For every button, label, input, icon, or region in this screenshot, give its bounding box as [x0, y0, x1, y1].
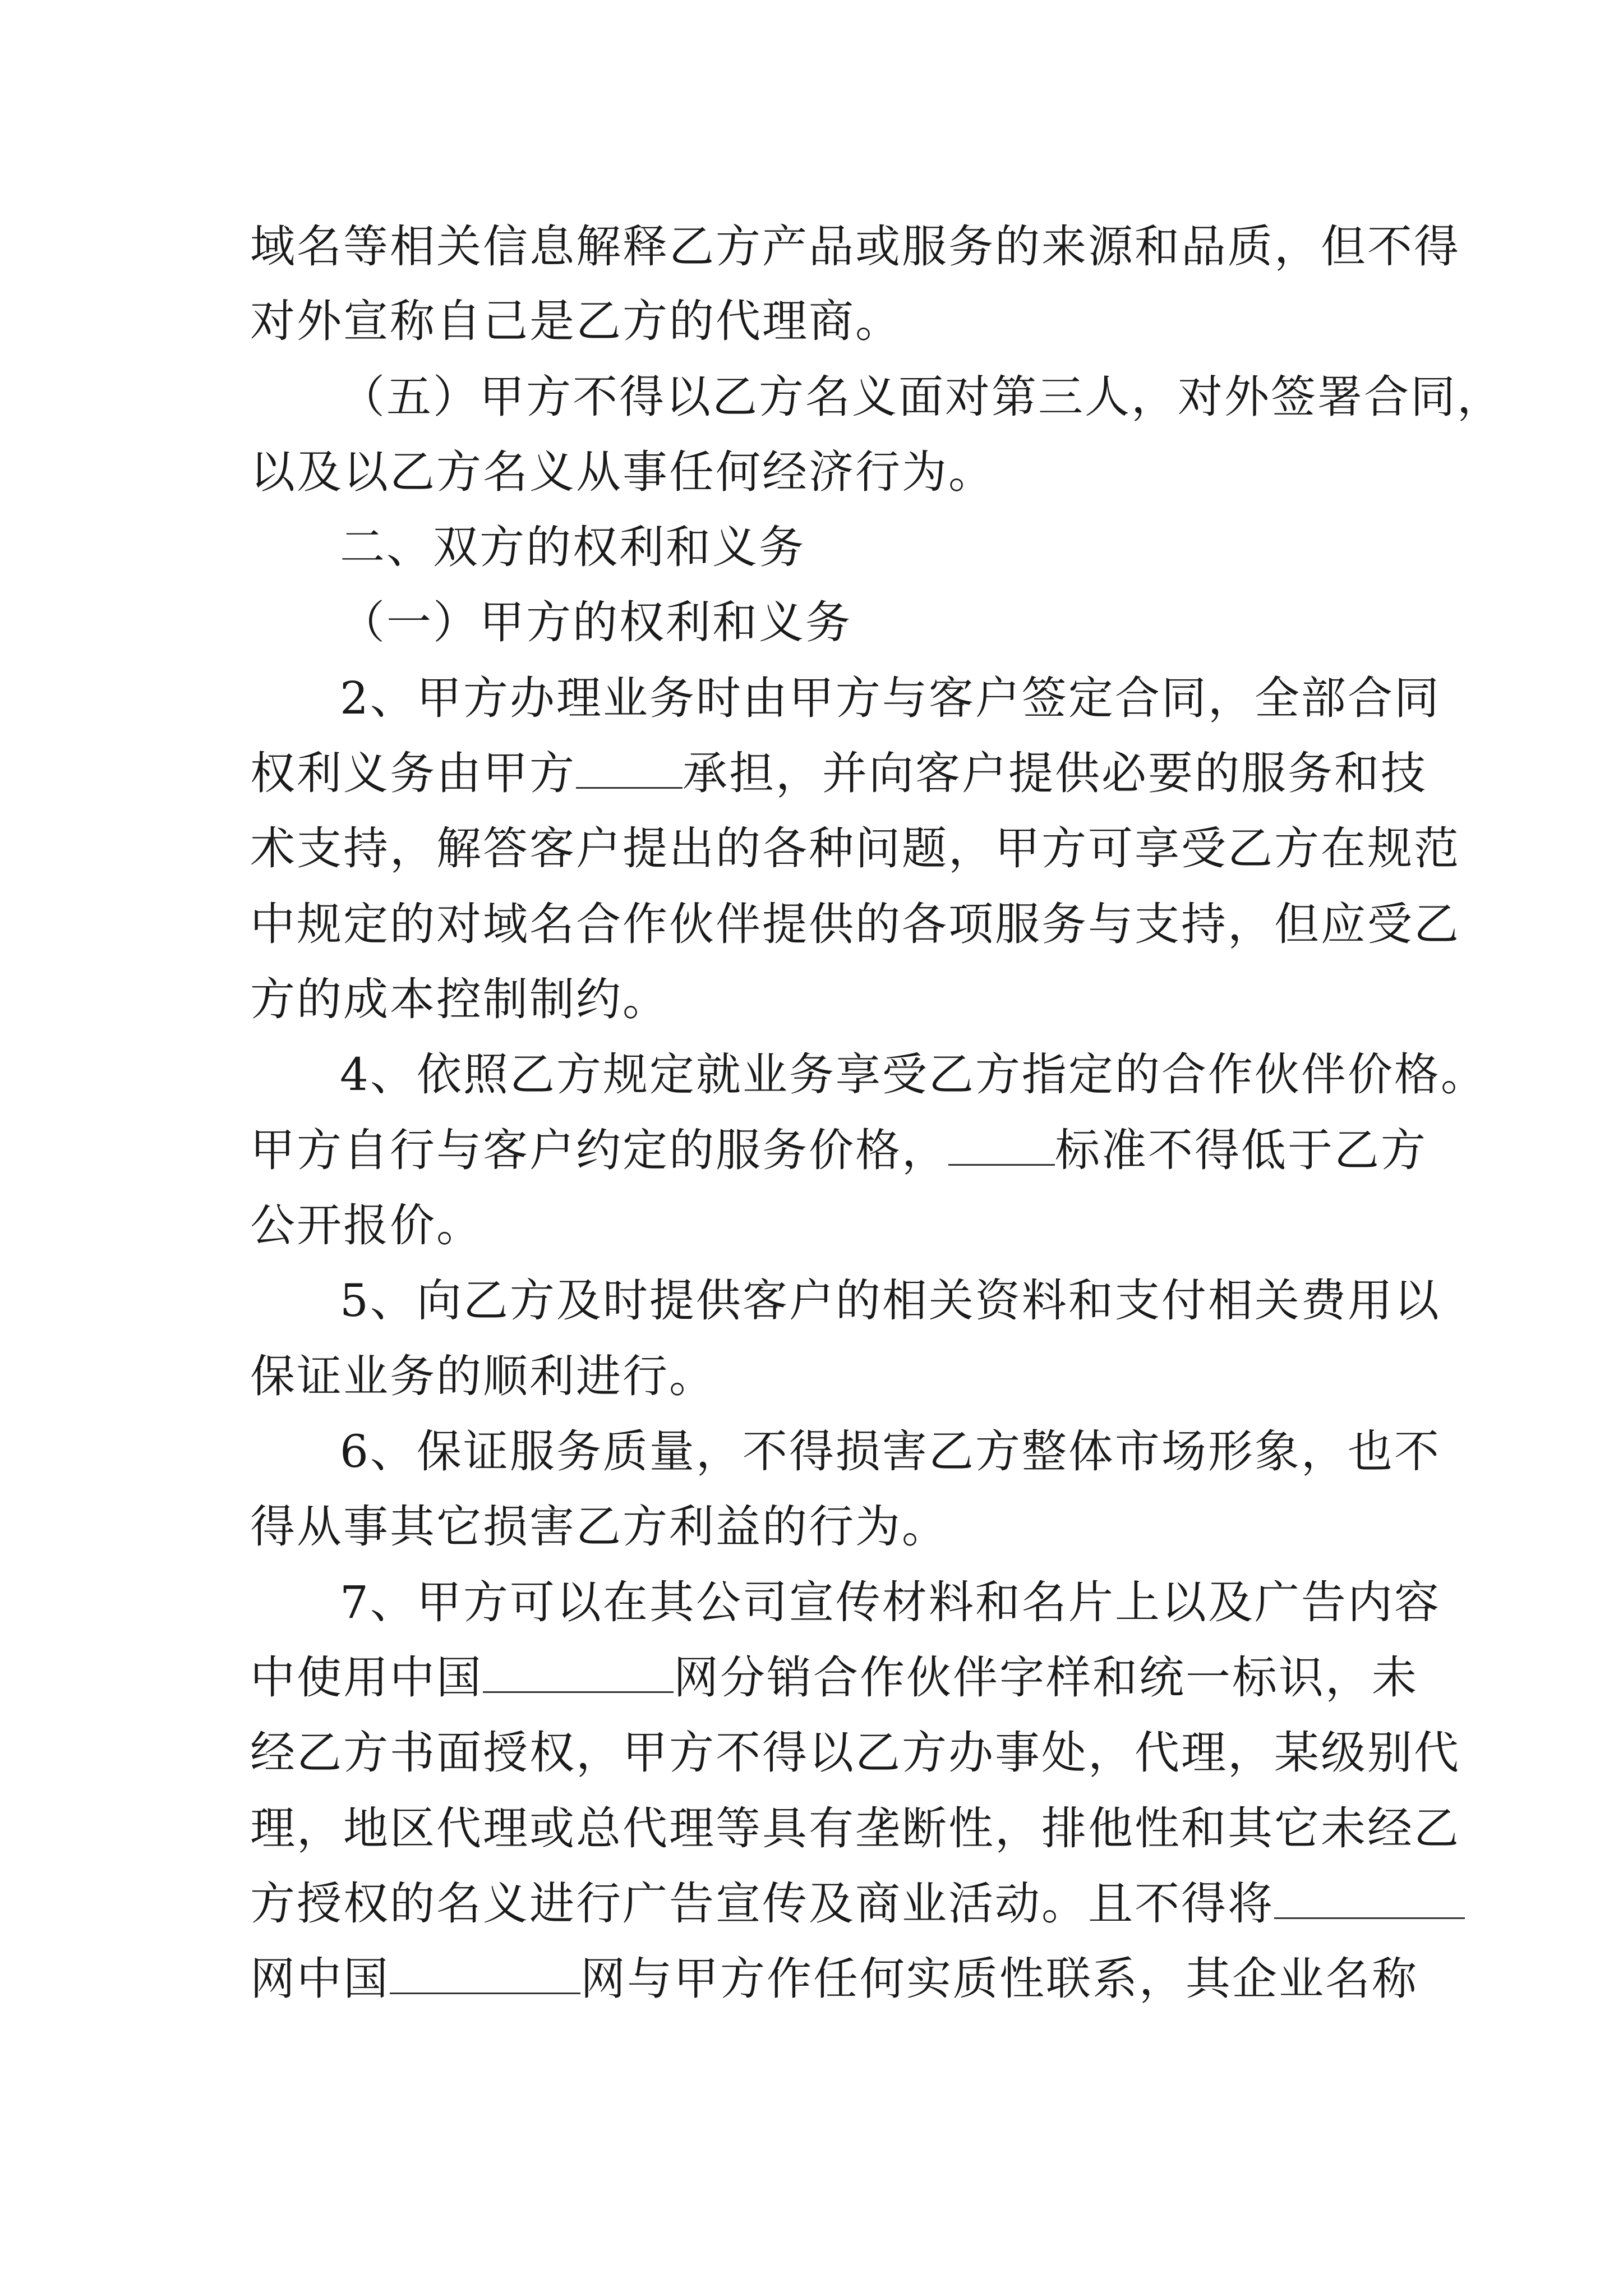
text-line: 保证业务的顺利进行。: [250, 1350, 716, 1402]
text-line: [250, 746, 1427, 802]
text-segment: 承担，并向客户提供必要的服务和技: [683, 747, 1427, 799]
text-line: 7、甲方可以在其公司宣传材料和名片上以及广告内容: [340, 1576, 1441, 1628]
text-line: 得从事其它损害乙方利益的行为。: [250, 1501, 948, 1553]
text-segment: 网与甲方作任何实质性联系，其企业名称: [580, 1953, 1418, 2005]
text-segment: 甲方自行与客户约定的服务价格，: [250, 1124, 948, 1176]
text-segment: 方授权的名义进行广告宣传及商业活动。且不得将: [250, 1878, 1274, 1930]
text-line: 经乙方书面授权，甲方不得以乙方办事处，代理，某级别代: [250, 1727, 1460, 1779]
fill-in-blank: [948, 1122, 1055, 1166]
text-segment: 标准不得低于乙方: [1055, 1124, 1427, 1176]
text-line: 对外宣称自己是乙方的代理商。: [250, 295, 902, 347]
text-line: 公开报价。: [250, 1199, 483, 1251]
text-line: [250, 1876, 1389, 1932]
text-line: 6、保证服务质量，不得损害乙方整体市场形象，也不: [340, 1425, 1441, 1478]
fill-in-blank: [576, 746, 683, 789]
text-segment: 中使用中国: [250, 1651, 483, 1704]
text-line: [250, 1650, 1418, 1706]
text-line: 中规定的对域名合作伙伴提供的各项服务与支持，但应受乙: [250, 898, 1460, 950]
text-line: [250, 1951, 1418, 2007]
text-line: 2、甲方办理业务时由甲方与客户签定合同，全部合同: [340, 672, 1441, 724]
text-line: 域名等相关信息解释乙方产品或服务的来源和品质，但不得: [250, 220, 1460, 273]
subsection-heading: （一）甲方的权利和义务: [340, 596, 852, 648]
fill-in-blank: [390, 1951, 580, 1994]
text-segment: 权利义务由甲方: [250, 747, 576, 799]
text-line: 5、向乙方及时提供客户的相关资料和支付相关费用以: [340, 1274, 1441, 1327]
text-segment: 网中国: [250, 1953, 390, 2005]
text-line: [250, 1122, 1427, 1179]
text-segment: 网分销合作伙伴字样和统一标识，未: [674, 1651, 1418, 1704]
section-heading: 二、双方的权利和义务: [340, 521, 805, 573]
text-line: 方的成本控制制约。: [250, 973, 669, 1025]
text-line: （五）甲方不得以乙方名义面对第三人，对外签署合同，: [340, 371, 1504, 423]
text-line: 以及以乙方名义从事任何经济行为。: [250, 446, 995, 498]
fill-in-blank: [483, 1650, 674, 1693]
text-line: 4、依照乙方规定就业务享受乙方指定的合作伙伴价格。: [340, 1048, 1487, 1101]
text-line: 理，地区代理或总代理等具有垄断性，排他性和其它未经乙: [250, 1802, 1460, 1855]
text-line: 术支持，解答客户提出的各种问题，甲方可享受乙方在规范: [250, 822, 1460, 875]
fill-in-blank: [1274, 1876, 1465, 1919]
